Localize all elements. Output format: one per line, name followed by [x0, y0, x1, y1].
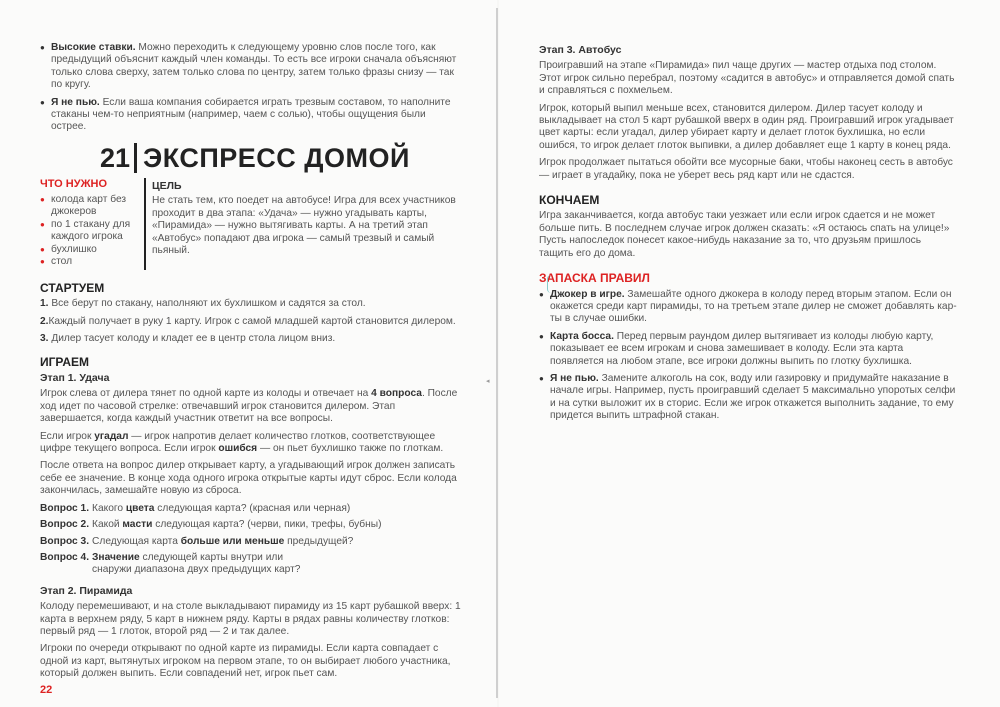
need-heading: ЧТО НУЖНО	[40, 178, 108, 190]
stage3-heading: Этап 3. Автобус	[539, 44, 622, 56]
question-row	[40, 536, 462, 548]
start-step	[40, 298, 462, 310]
step-text: Все берут по стакану, наполняют их бухлишком и садятся за стол.	[51, 298, 366, 310]
stage2-heading: Этап 2. Пирамида	[40, 584, 133, 597]
text-span: Какой	[92, 519, 123, 531]
question-label: Вопрос 1.	[40, 502, 90, 514]
text-bold: ошибся	[218, 443, 258, 455]
rules-heading: ЗАПАСКА ПРАВИЛ	[539, 271, 650, 286]
stage1-paragraph	[40, 388, 462, 425]
text-span: Если игрок	[40, 430, 95, 442]
rule-boss-card	[539, 331, 957, 368]
main-rules	[40, 278, 462, 686]
play-heading: ИГРАЕМ	[40, 354, 90, 369]
rule-bold: Джокер в игре.	[550, 288, 625, 300]
text-bold: угадал	[94, 430, 129, 442]
rule-joker	[539, 289, 957, 326]
question-label: Вопрос 3.	[40, 535, 90, 547]
game-title	[100, 141, 410, 175]
start-step	[40, 333, 462, 345]
bullet-high-stakes	[40, 42, 462, 92]
question-text	[92, 536, 353, 548]
text-span: — он пьет бухлишко также по глоткам.	[257, 443, 444, 455]
spine-mark: ◂	[486, 378, 490, 385]
stage1-paragraph	[40, 431, 462, 456]
text-span: следующая карта? (красная или черная)	[154, 502, 351, 514]
text-span: предыдущей?	[284, 535, 354, 547]
text-bold: больше или меньше	[180, 535, 285, 547]
rule-text: Замените алкоголь на сок, воду или газировку и придумайте наказание в начале игры. Например, пусть проигравший сделает 5 максимально упоротых селфи и на сутки выложит их в сторис. Если же игрок откажется выполнить задание, то ему придется выпить штрафной стакан.	[550, 372, 956, 422]
text-span: следующей карты внутри или снаружи диапазона двух предыдущих карт?	[92, 551, 301, 576]
rule-bold: Я не пью.	[550, 372, 599, 384]
stage3-paragraph: Игрок, который выпил меньше всех, становится дилером. Дилер тасует колоду и выкладывает на стол 5 карт рубашкой вверх в один ряд. Проигравший игрок угадывает цвет карты: если угадал, дилер убирает карту и делает глоток бухлишка, но если ошибся, то игрок делает глоток выпивки, а дилер добавляет еще 1 карту в конец ряда.	[539, 102, 954, 151]
left-page	[0, 0, 497, 707]
stage2-paragraph: Колоду перемешивают, и на столе выкладывают пирамиду из 15 карт рубашкой вверх: 1 карта в верхнем ряду, 5 карт в нижнем ряду. Карты в рядах равны количеству глотков: первый ряд — 1 глоток, второй ряд — 2 и так далее.	[40, 601, 461, 637]
page-number: 22	[40, 684, 53, 696]
step-num: 1.	[40, 298, 49, 310]
pen-mark	[547, 275, 554, 293]
intro-bullets	[40, 42, 462, 139]
question-row	[40, 503, 462, 515]
start-step	[40, 316, 462, 328]
text-span: . После ход идет по часовой стрелке: отвечавший игрок становится дилером. Этап завершается, когда каждый участник ответит на все вопросы.	[40, 388, 458, 425]
stage1-heading: Этап 1. Удача	[40, 372, 110, 385]
text-span: Следующая карта	[92, 535, 181, 547]
text-bold: цвета	[125, 502, 155, 514]
title-text: ЭКСПРЕСС ДОМОЙ	[143, 142, 410, 173]
text-span: следующая карта? (черви, пики, трефы, бубны)	[152, 519, 382, 531]
stage3-paragraph: Игрок продолжает пытаться обойти все мусорные баки, чтобы наконец сесть в автобус — играет в угадайку, пока не уберет весь ряд карт или не сдастся.	[539, 157, 953, 181]
goal-heading: ЦЕЛЬ	[152, 180, 182, 192]
step-num: 3.	[40, 333, 49, 345]
right-column	[539, 42, 957, 428]
right-page	[499, 0, 1000, 707]
finish-heading: КОНЧАЕМ	[539, 193, 600, 208]
bullet-text: Если ваша компания собирается играть трезвым составом, то наполните стаканы чем-то неприятным (например, чаем с солью), чтобы ощущения были острее.	[51, 96, 451, 133]
rule-text: Замешайте одного джокера в колоду перед вторым этапом. Если он окажется среди карт пирамиды, то на третьем этапе дилер не сможет добавлять карты в случае ошибки.	[550, 288, 957, 325]
text-span: Какого	[92, 502, 126, 514]
need-item: ● колода карт без джокеров	[40, 194, 140, 219]
rule-bold: Карта босса.	[550, 330, 614, 342]
step-text: Каждый получает в руку 1 карту. Игрок с самой младшей картой становится дилером.	[48, 315, 456, 327]
rule-text: Перед первым раундом дилер вытягивает из колоды любую карту, показывает ее всем игрокам и снова замешивает в колоду. Если эта карта появляется на любом этапе, все игроки должны выпить по глотку бухлишка.	[550, 330, 934, 367]
need-item: ● по 1 стакану для каждого игрока	[40, 219, 140, 244]
stage1-paragraph: После ответа на вопрос дилер открывает карту, а угадывающий игрок должен записать себе ее значение. В конце хода одного игрока открытые карты идут сброс. Если колода закончилась, замешайте новую из сброса.	[40, 460, 457, 497]
need-item: ● стол	[40, 256, 140, 268]
rule-no-drink	[539, 373, 957, 423]
finish-text: Игра заканчивается, когда автобус таки уезжает или если игрок сдается и не может больше пить. В последнем случае игрок должен сказать: «Я остаюсь спать на улице!» Пусть напоследок понесет какое-нибудь наказание за то, что друзьям пришлось тащить его до дома.	[539, 210, 950, 259]
start-heading: СТАРТУЕМ	[40, 281, 105, 295]
text-bold: масти	[122, 519, 153, 531]
book-spine	[496, 8, 498, 698]
bullet-bold: Высокие ставки.	[51, 42, 136, 53]
bullet-text: Можно переходить к следующему уровню слов после того, как предыдущий объяснит каждый член команды. То есть все игроки сначала объясняют только слова сверху, затем только слова по центру, затем только фразы снизу — так по кругу.	[51, 42, 457, 91]
text-bold: Значение	[92, 551, 140, 563]
text-span: Игрок слева от дилера тянет по одной карте из колоды и отвечает на	[40, 388, 372, 400]
need-list	[40, 194, 140, 268]
goal-section	[152, 178, 462, 262]
text-bold: 4 вопроса	[371, 388, 422, 400]
stage3-paragraph: Проигравший на этапе «Пирамида» пил чаще других — мастер отдыха под столом. Этот игрок сильно перебрал, поэтому «садится в автобус» и отправляется домой спать и справляться с похмельем.	[539, 60, 955, 97]
text-span: — игрок напротив делает количество глотков, соответствующее цифре текущего вопроса. Если игрок	[40, 430, 436, 455]
column-divider	[144, 178, 146, 270]
step-text: Дилер тасует колоду и кладет ее в центр стола лицом вниз.	[51, 333, 336, 345]
question-row	[40, 552, 462, 577]
need-item: ● бухлишко	[40, 244, 140, 256]
bullet-no-drink	[40, 97, 462, 134]
goal-text: Не стать тем, кто поедет на автобусе! Игра для всех участников проходит в два этапа: «Удача» — нужно угадывать карты, «Пирамида» — нужно вытягивать карты. А на третий этап «Автобус» попадают два игрока — самый трезвый и самый пьяный.	[152, 195, 456, 257]
bullet-bold: Я не пью.	[51, 96, 100, 108]
title-divider	[134, 143, 137, 173]
question-text	[92, 552, 322, 577]
question-text	[92, 519, 381, 531]
step-num: 2.	[40, 315, 49, 327]
question-text	[92, 503, 350, 515]
question-row	[40, 519, 462, 531]
question-label: Вопрос 2.	[40, 519, 90, 531]
question-label: Вопрос 4.	[40, 551, 90, 563]
title-number: 21	[100, 142, 131, 173]
stage2-paragraph: Игроки по очереди открывают по одной карте из пирамиды. Если карта совпадает с одной из карт, вытянутых игроком на первом этапе, то он выбирает любого участника, который должен выпить. Если совпадений нет, игрок пьет сам.	[40, 643, 451, 680]
